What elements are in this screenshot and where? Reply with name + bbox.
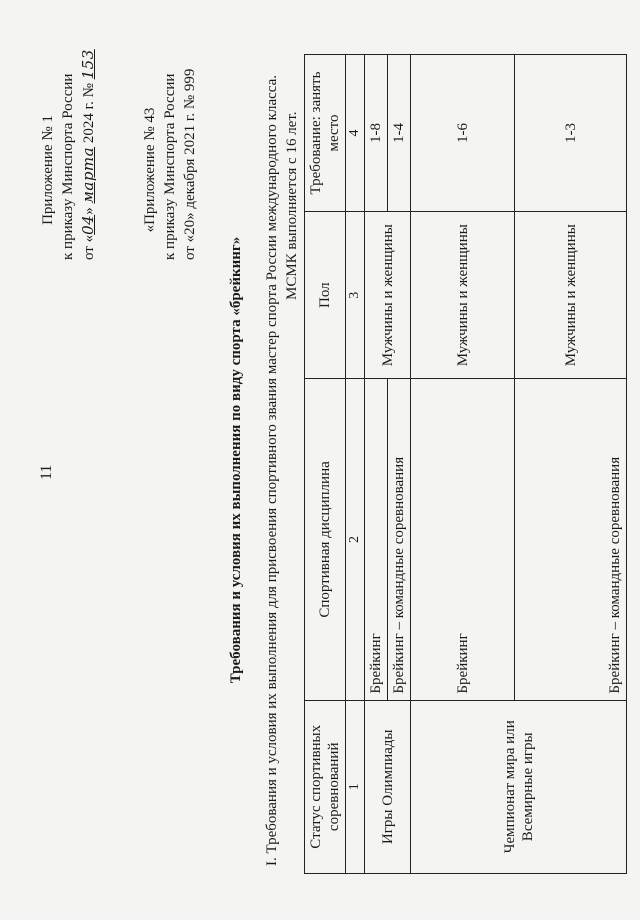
status-cell: Игры Олимпиады bbox=[365, 700, 411, 873]
appendix-date-line: от «04» марта 2024 г. № 153 bbox=[79, 49, 97, 260]
sex-cell: Мужчины и женщины bbox=[411, 212, 515, 379]
status-cell: Чемпионат мира или Всемирные игры bbox=[411, 700, 627, 873]
prior-appendix-title: «Приложение № 43 bbox=[142, 107, 158, 233]
header-discipline: Спортивная дисциплина bbox=[305, 379, 346, 700]
discipline-cell: Брейкинг bbox=[411, 379, 515, 700]
discipline-cell: Брейкинг – командные соревнования bbox=[388, 379, 411, 700]
col-number: 4 bbox=[346, 55, 365, 212]
table-header-row bbox=[305, 55, 346, 874]
discipline-cell: Брейкинг bbox=[365, 379, 388, 700]
requirements-table bbox=[304, 54, 627, 874]
col-number: 2 bbox=[346, 379, 365, 700]
handwritten-month: марта bbox=[79, 146, 97, 204]
col-number: 1 bbox=[346, 700, 365, 873]
section-heading: I. Требования и условия их выполнения для присвоения спортивного звания мастер спорта России международного класса. bbox=[264, 74, 280, 866]
appendix-title: Приложение № 1 bbox=[40, 115, 56, 225]
sex-cell: Мужчины и женщины bbox=[365, 212, 411, 379]
header-status: Статус спортивных соревнований bbox=[305, 700, 346, 873]
place-cell: 1-6 bbox=[411, 55, 515, 212]
column-number-row bbox=[346, 55, 365, 874]
page-number: 11 bbox=[38, 464, 55, 480]
col-number: 3 bbox=[346, 212, 365, 379]
header-sex: Пол bbox=[305, 212, 346, 379]
prior-appendix-order-line: к приказу Минспорта России bbox=[162, 73, 178, 260]
place-cell: 1-8 bbox=[365, 55, 388, 212]
prior-appendix-date-line: от «20» декабря 2021 г. № 999 bbox=[182, 68, 198, 260]
appendix-block bbox=[38, 49, 99, 260]
table-row bbox=[411, 55, 515, 874]
place-cell: 1-4 bbox=[388, 55, 411, 212]
prior-appendix-block bbox=[140, 68, 200, 260]
sex-cell: Мужчины и женщины bbox=[515, 212, 627, 379]
table-row bbox=[365, 55, 388, 874]
age-note: МСМК выполняется с 16 лет. bbox=[284, 111, 300, 300]
handwritten-day: 04 bbox=[79, 214, 97, 235]
appendix-order-line: к приказу Минспорта России bbox=[60, 73, 76, 260]
handwritten-number: 153 bbox=[79, 49, 97, 80]
discipline-cell: Брейкинг – командные соревнования bbox=[515, 379, 627, 700]
place-cell: 1-3 bbox=[515, 55, 627, 212]
document-title: Требования и условия их выполнения по виду спорта «брейкинг» bbox=[228, 236, 244, 684]
header-requirement: Требование: занять место bbox=[305, 55, 346, 212]
